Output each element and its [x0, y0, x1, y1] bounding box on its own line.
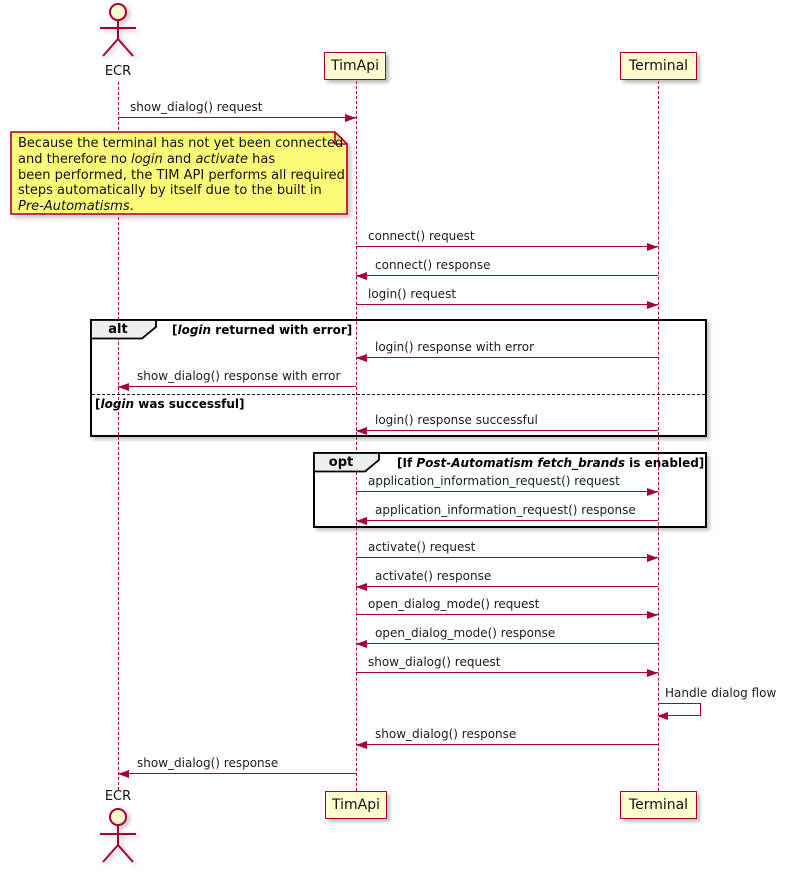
- participant-terminal-top-label: Terminal: [628, 58, 689, 74]
- message-label: connect() response: [375, 258, 491, 272]
- message-show-dialog-response: [356, 727, 658, 745]
- arrow-left-icon: [356, 744, 658, 745]
- message-label: activate() request: [368, 540, 476, 554]
- message-connect-response: [356, 258, 658, 276]
- arrow-right-icon: [356, 491, 658, 492]
- alt-guard-2: [login was successful]: [95, 397, 245, 411]
- message-show-dialog-request-2: [356, 655, 658, 673]
- message-label: show_dialog() response: [375, 727, 517, 741]
- actor-ecr-top-icon: [95, 2, 141, 58]
- arrow-right-icon: [356, 557, 658, 558]
- message-login-response-successful: [356, 413, 658, 431]
- message-open-dialog-mode-request: [356, 597, 658, 615]
- message-show-dialog-response-ecr: [118, 756, 356, 774]
- message-activate-response: [356, 569, 658, 587]
- arrow-left-icon: [356, 275, 658, 276]
- note-line-1: Because the terminal has not yet been connected: [18, 136, 344, 151]
- message-label: login() response with error: [375, 340, 535, 354]
- participant-terminal-bottom: [620, 791, 697, 819]
- participant-timapi-bottom-label: TimApi: [331, 797, 380, 813]
- note-line-5: Pre-Automatisms.: [18, 199, 134, 215]
- message-handle-dialog-flow-label: Handle dialog flow: [665, 686, 777, 700]
- arrow-right-icon: [356, 614, 658, 615]
- message-show-dialog-request: [118, 100, 356, 118]
- message-open-dialog-mode-response: [356, 626, 658, 644]
- arrow-right-icon: [118, 117, 356, 118]
- participant-terminal-top: [620, 52, 697, 80]
- message-label: open_dialog_mode() response: [375, 626, 556, 640]
- opt-guard: [If Post-Automatism fetch_brands is enabled]: [397, 456, 705, 470]
- arrow-right-icon: [356, 304, 658, 305]
- arrow-left-icon: [356, 643, 658, 644]
- participant-terminal-bottom-label: Terminal: [628, 797, 689, 813]
- arrow-left-icon: [356, 520, 658, 521]
- message-label: show_dialog() request: [368, 655, 501, 669]
- alt-divider: [92, 394, 705, 395]
- actor-ecr-top-label: ECR: [104, 64, 132, 79]
- arrow-right-icon: [356, 246, 658, 247]
- actor-ecr-bottom-icon: [95, 805, 141, 865]
- message-login-request: [356, 287, 658, 305]
- arrow-left-icon: [118, 773, 356, 774]
- arrow-left-icon: [118, 386, 356, 387]
- message-connect-request: [356, 229, 658, 247]
- actor-ecr-bottom-label: ECR: [104, 789, 132, 804]
- message-label: login() request: [368, 287, 457, 301]
- arrow-left-icon: [356, 586, 658, 587]
- message-show-dialog-response-error: [118, 369, 356, 387]
- message-label: open_dialog_mode() request: [368, 597, 540, 611]
- message-label: application_information_request() request: [368, 474, 620, 488]
- message-login-response-error: [356, 340, 658, 358]
- message-label: show_dialog() request: [130, 100, 263, 114]
- alt-frame-label: alt: [108, 322, 128, 337]
- alt-guard-1: [login returned with error]: [172, 323, 353, 337]
- participant-timapi-top-label: TimApi: [330, 58, 379, 74]
- participant-timapi-top: [324, 52, 386, 80]
- message-app-info-response: [356, 503, 658, 521]
- message-label: application_information_request() response: [375, 503, 636, 517]
- note-line-2: and therefore no login and activate has: [18, 151, 276, 167]
- arrow-left-icon: [356, 430, 658, 431]
- participant-timapi-bottom: [325, 791, 387, 819]
- arrow-left-icon: [356, 357, 658, 358]
- message-label: show_dialog() response with error: [137, 369, 341, 383]
- note-line-4: steps automatically by itself due to the built in: [18, 183, 322, 199]
- message-label: show_dialog() response: [137, 756, 279, 770]
- message-label: activate() response: [375, 569, 492, 583]
- arrow-right-icon: [356, 672, 658, 673]
- note-line-3: been performed, the TIM API performs all required: [18, 167, 345, 183]
- opt-frame-label: opt: [328, 455, 354, 470]
- message-label: login() response successful: [375, 413, 538, 427]
- self-message-loop-icon: [658, 703, 701, 716]
- message-label: connect() request: [368, 229, 475, 243]
- message-activate-request: [356, 540, 658, 558]
- note-text: [18, 136, 345, 215]
- message-app-info-request: [356, 474, 658, 492]
